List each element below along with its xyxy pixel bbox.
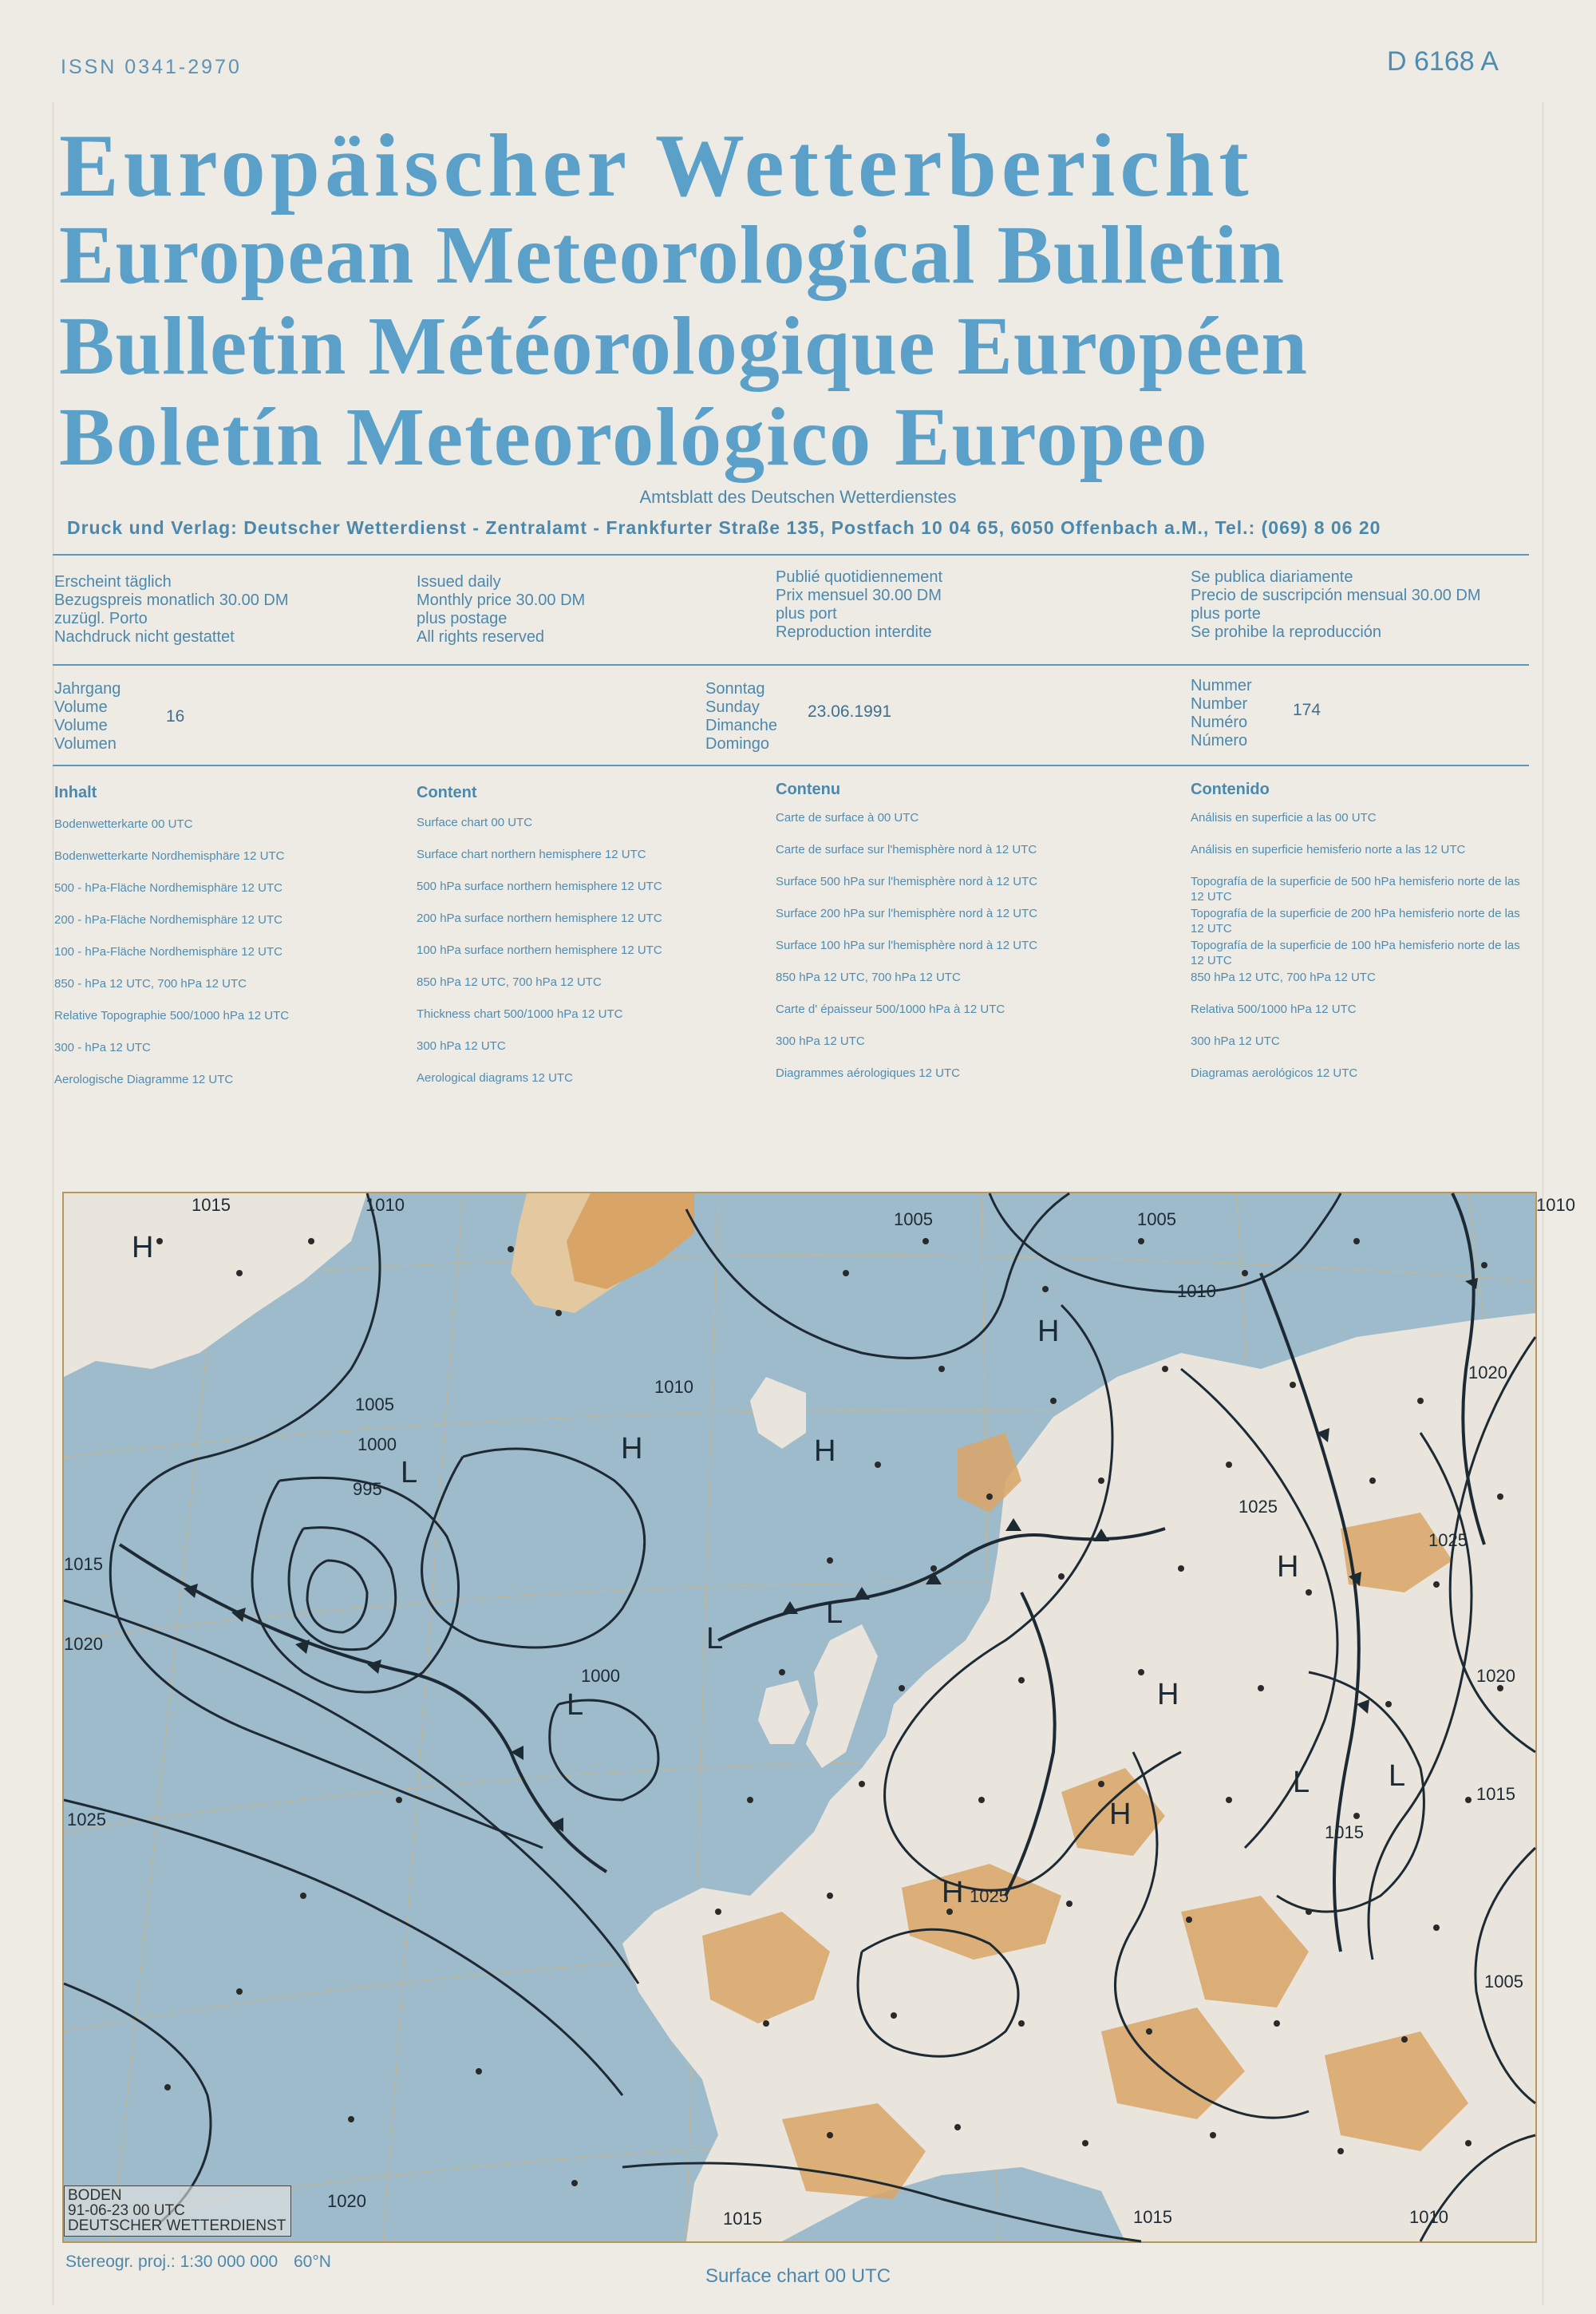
contents-heading: Contenu bbox=[776, 781, 841, 798]
number-label: Numéro bbox=[1191, 714, 1248, 731]
isobar-value: 1020 bbox=[1468, 1363, 1507, 1382]
pressure-center: H bbox=[132, 1231, 154, 1264]
contents-item: Diagramas aerológicos 12 UTC bbox=[1191, 1066, 1358, 1080]
subscription-line: Se prohibe la reproducción bbox=[1191, 623, 1382, 641]
contents-item: 850 hPa 12 UTC, 700 hPa 12 UTC bbox=[1191, 971, 1376, 984]
isobar-value: 1010 bbox=[654, 1377, 693, 1397]
contents-item: Aerologische Diagramme 12 UTC bbox=[54, 1073, 234, 1086]
isobar-value: 1025 bbox=[970, 1886, 1009, 1906]
contents-item: 500 - hPa-Fläche Nordhemisphäre 12 UTC bbox=[54, 881, 282, 895]
isobar-value: 1025 bbox=[67, 1810, 106, 1829]
title-english: European Meteorological Bulletin bbox=[59, 209, 1286, 301]
contents-item: Topografía de la superficie de 200 hPa hemisferio norte de las 12 UTC bbox=[1191, 907, 1520, 935]
pressure-center: H bbox=[1037, 1315, 1060, 1348]
subscription-line: Monthly price 30.00 DM bbox=[417, 591, 586, 609]
contents-item: Aerological diagrams 12 UTC bbox=[417, 1071, 573, 1085]
volume-label: Jahrgang bbox=[54, 680, 121, 698]
pressure-center: L bbox=[401, 1456, 418, 1489]
isobar-value: 1005 bbox=[355, 1394, 394, 1414]
pressure-center: L bbox=[706, 1622, 724, 1655]
pressure-center: H bbox=[1109, 1798, 1132, 1831]
volume-value: 16 bbox=[166, 707, 185, 726]
number-label: Número bbox=[1191, 732, 1248, 750]
contents-item: 300 - hPa 12 UTC bbox=[54, 1041, 151, 1054]
title-spanish: Boletín Meteorológico Europeo bbox=[59, 391, 1209, 483]
contents-item: Relative Topographie 500/1000 hPa 12 UTC bbox=[54, 1009, 290, 1023]
volume-label: Volumen bbox=[54, 735, 117, 753]
subscription-line: Se publica diariamente bbox=[1191, 568, 1353, 586]
subscription-line: Erscheint täglich bbox=[54, 573, 172, 591]
contents-item: Topografía de la superficie de 100 hPa hemisferio norte de las 12 UTC bbox=[1191, 939, 1520, 967]
subscription-line: All rights reserved bbox=[417, 628, 545, 646]
isobar-value: 1015 bbox=[1133, 2207, 1172, 2227]
volume-label: Volume bbox=[54, 717, 108, 734]
contents-item: Thickness chart 500/1000 hPa 12 UTC bbox=[417, 1007, 623, 1021]
subscription-line: Prix mensuel 30.00 DM bbox=[776, 587, 942, 604]
contents-item: Análisis en superficie a las 00 UTC bbox=[1191, 811, 1377, 825]
contents-item: Surface chart northern hemisphere 12 UTC bbox=[417, 848, 646, 861]
contents-item: Surface 100 hPa sur l'hemisphère nord à 12 UTC bbox=[776, 939, 1038, 952]
pressure-center: H bbox=[942, 1876, 964, 1909]
subscription-line: Nachdruck nicht gestattet bbox=[54, 628, 235, 646]
title-french: Bulletin Météorologique Européen bbox=[59, 300, 1309, 392]
isobar-value: 1005 bbox=[1137, 1209, 1176, 1229]
contents-heading: Contenido bbox=[1191, 781, 1270, 798]
contents-item: Bodenwetterkarte Nordhemisphäre 12 UTC bbox=[54, 849, 285, 863]
contents-item: Diagrammes aérologiques 12 UTC bbox=[776, 1066, 960, 1080]
contents-english bbox=[417, 784, 768, 1086]
official-gazette-subtitle: Amtsblatt des Deutschen Wetterdienstes bbox=[639, 487, 957, 507]
contents-item: 500 hPa surface northern hemisphere 12 UTC bbox=[417, 880, 662, 893]
postal-code: D 6168 A bbox=[1387, 46, 1499, 77]
isobar-value: 1020 bbox=[327, 2191, 366, 2211]
issue-number: 174 bbox=[1293, 701, 1321, 719]
isobar-value: 1015 bbox=[1325, 1822, 1364, 1842]
day-labels bbox=[705, 680, 777, 754]
map-label-line: BODEN bbox=[68, 2187, 122, 2204]
contents-heading: Inhalt bbox=[54, 784, 97, 801]
divider bbox=[53, 664, 1529, 666]
contents-heading: Content bbox=[417, 784, 477, 801]
contents-item: 850 hPa 12 UTC, 700 hPa 12 UTC bbox=[776, 971, 961, 984]
contents-item: Carte de surface à 00 UTC bbox=[776, 811, 919, 825]
isobar-value: 1025 bbox=[1238, 1497, 1278, 1517]
isobar-value: 1025 bbox=[1428, 1530, 1468, 1550]
day-label: Dimanche bbox=[705, 717, 778, 734]
issue-date: 23.06.1991 bbox=[808, 702, 892, 721]
map-graphic bbox=[64, 1193, 1575, 2241]
divider bbox=[53, 554, 1529, 556]
isobar-value: 1015 bbox=[192, 1195, 231, 1215]
contents-item: 100 - hPa-Fläche Nordhemisphäre 12 UTC bbox=[54, 945, 282, 959]
contents-spanish bbox=[1191, 781, 1526, 1081]
subscription-line: zuzügl. Porto bbox=[54, 610, 148, 627]
day-label: Domingo bbox=[705, 735, 770, 753]
map-latitude: 60°N bbox=[294, 2253, 331, 2271]
subscription-line: Publié quotidiennement bbox=[776, 568, 943, 586]
isobar-value: 1015 bbox=[723, 2209, 762, 2229]
contents-item: Carte de surface sur l'hemisphère nord à 12 UTC bbox=[776, 843, 1037, 856]
pressure-center: H bbox=[621, 1432, 643, 1466]
contents-item: Análisis en superficie hemisferio norte a las 12 UTC bbox=[1191, 843, 1466, 856]
isobar-value: 1000 bbox=[358, 1434, 397, 1454]
isobar-value: 1015 bbox=[64, 1554, 103, 1574]
isobar-value: 1005 bbox=[894, 1209, 933, 1229]
map-projection: Stereogr. proj.: 1:30 000 000 bbox=[65, 2253, 279, 2271]
map-label-line: DEUTSCHER WETTERDIENST bbox=[68, 2217, 286, 2234]
contents-french bbox=[776, 781, 1175, 1081]
contents-item: 200 - hPa-Fläche Nordhemisphäre 12 UTC bbox=[54, 913, 282, 927]
isobar-value: 1020 bbox=[64, 1634, 103, 1654]
contents-item: 300 hPa 12 UTC bbox=[776, 1034, 865, 1048]
isobar-value: 1000 bbox=[581, 1666, 620, 1686]
issn-number: ISSN 0341-2970 bbox=[61, 56, 242, 78]
subscription-line: plus porte bbox=[1191, 605, 1261, 623]
subscription-line: plus postage bbox=[417, 610, 508, 627]
divider bbox=[53, 765, 1529, 766]
subscription-spanish bbox=[1191, 568, 1481, 642]
subscription-line: Bezugspreis monatlich 30.00 DM bbox=[54, 591, 289, 609]
contents-item: Relativa 500/1000 hPa 12 UTC bbox=[1191, 1003, 1357, 1016]
isobar-value: 1010 bbox=[1409, 2207, 1448, 2227]
isobar-value: 1010 bbox=[365, 1195, 405, 1215]
contents-item: Surface chart 00 UTC bbox=[417, 816, 533, 829]
number-label: Nummer bbox=[1191, 677, 1252, 694]
subscription-line: Precio de suscripción mensual 30.00 DM bbox=[1191, 587, 1481, 604]
isobar-value: 1005 bbox=[1484, 1972, 1523, 1992]
surface-weather-map bbox=[62, 1192, 1575, 2243]
pressure-center: L bbox=[826, 1596, 843, 1630]
contents-item: Surface 200 hPa sur l'hemisphère nord à 12 UTC bbox=[776, 907, 1038, 920]
subscription-line: Issued daily bbox=[417, 573, 501, 591]
isobar-value: 1020 bbox=[1476, 1666, 1515, 1686]
contents-item: 100 hPa surface northern hemisphere 12 UTC bbox=[417, 943, 662, 957]
number-labels bbox=[1191, 677, 1252, 750]
contents-item: Surface 500 hPa sur l'hemisphère nord à 12 UTC bbox=[776, 875, 1038, 888]
pressure-center: H bbox=[814, 1434, 836, 1468]
contents-item: 200 hPa surface northern hemisphere 12 UTC bbox=[417, 912, 662, 925]
subscription-line: plus port bbox=[776, 605, 837, 623]
day-label: Sonntag bbox=[705, 680, 765, 698]
publisher-line: Druck und Verlag: Deutscher Wetterdienst - Zentralamt - Frankfurter Straße 135, Postfach 10 04 65, 6050 Offenbach a.M., Tel.: (069) 8 06 20 bbox=[67, 517, 1381, 538]
isobar-value: 995 bbox=[353, 1479, 382, 1499]
isobar-value: 1010 bbox=[1177, 1281, 1216, 1301]
pressure-center: H bbox=[1277, 1550, 1299, 1584]
subscription-english bbox=[417, 573, 585, 647]
contents-item: 850 - hPa 12 UTC, 700 hPa 12 UTC bbox=[54, 977, 247, 991]
title-german: Europäischer Wetterbericht bbox=[59, 117, 1254, 216]
subscription-line: Reproduction interdite bbox=[776, 623, 932, 641]
pressure-center: L bbox=[1389, 1759, 1406, 1793]
map-legend-box bbox=[64, 2185, 291, 2237]
volume-labels bbox=[54, 680, 120, 754]
isobar-value: 1010 bbox=[1536, 1195, 1575, 1215]
pressure-center: L bbox=[1293, 1766, 1310, 1799]
number-label: Number bbox=[1191, 695, 1248, 713]
isobar-value: 1015 bbox=[1476, 1784, 1515, 1804]
pressure-center: L bbox=[567, 1688, 584, 1722]
contents-item: Bodenwetterkarte 00 UTC bbox=[54, 817, 193, 831]
subscription-german bbox=[54, 573, 288, 647]
subscription-french bbox=[776, 568, 942, 642]
map-caption: Surface chart 00 UTC bbox=[705, 2265, 891, 2287]
contents-item: Topografía de la superficie de 500 hPa hemisferio norte de las 12 UTC bbox=[1191, 875, 1520, 904]
contents-item: 300 hPa 12 UTC bbox=[1191, 1034, 1280, 1048]
contents-item: Carte d' épaisseur 500/1000 hPa à 12 UTC bbox=[776, 1003, 1005, 1016]
map-label-line: 91-06-23 00 UTC bbox=[68, 2202, 185, 2219]
contents-item: 850 hPa 12 UTC, 700 hPa 12 UTC bbox=[417, 975, 602, 989]
pressure-center: H bbox=[1157, 1678, 1179, 1711]
day-label: Sunday bbox=[705, 698, 760, 716]
contents-item: 300 hPa 12 UTC bbox=[417, 1039, 506, 1053]
volume-label: Volume bbox=[54, 698, 108, 716]
contents-german bbox=[54, 784, 405, 1087]
